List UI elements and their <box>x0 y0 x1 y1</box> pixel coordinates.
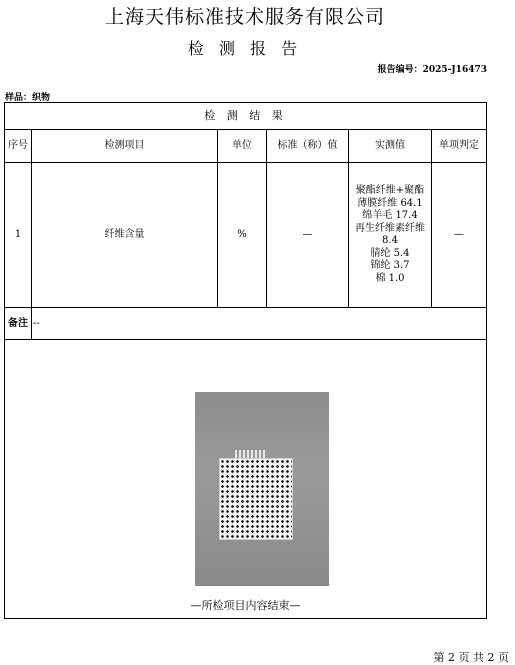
remarks-label: 备注 <box>8 317 28 329</box>
row-verdict: — <box>454 229 464 240</box>
document-title: 检 测 报 告 <box>187 39 303 58</box>
company-name: 上海天伟标准技术服务有限公司 <box>104 6 385 28</box>
page-number: 第 2 页 共 2 页 <box>433 651 509 664</box>
row-unit: % <box>237 229 247 240</box>
sample-label: 样品：织物 <box>5 93 51 103</box>
col-header-item: 检测项目 <box>104 140 145 151</box>
col-header-standard: 标准（称）值 <box>277 140 338 151</box>
results-table <box>4 102 487 619</box>
remarks-value: -- <box>33 317 40 329</box>
col-header-no: 序号 <box>8 140 28 151</box>
end-note: —所检项目内容结束— <box>190 599 301 613</box>
row-standard: — <box>302 229 313 240</box>
row-no: 1 <box>14 229 22 240</box>
results-section-title: 检 测 结 果 <box>204 109 287 123</box>
col-header-measured: 实测值 <box>375 140 405 151</box>
report-number: 报告编号：2025-J16473 <box>377 65 487 75</box>
row-measured: 聚酯纤维+聚酯 薄膜纤维 64.1 绵羊毛 17.4 再生纤维素纤维 8.4 腈纶 5.4 锦纶 3.7 棉 1.0 <box>355 185 425 284</box>
col-header-unit: 单位 <box>232 140 252 151</box>
fabric-sample-photo <box>195 392 329 586</box>
fabric-swatch <box>219 458 293 540</box>
row-item: 纤维含量 <box>104 229 145 240</box>
col-header-verdict: 单项判定 <box>439 140 479 151</box>
